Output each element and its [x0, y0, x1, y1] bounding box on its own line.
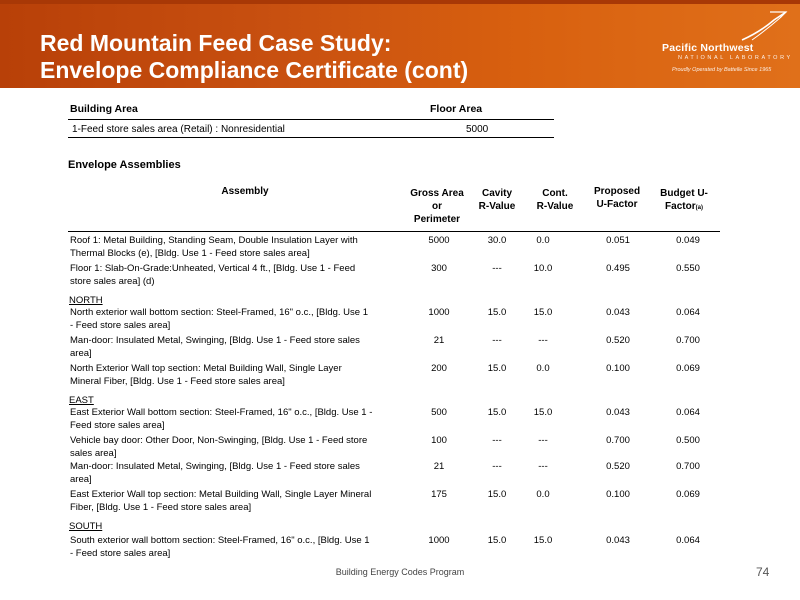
- cont-r-value: ---: [538, 435, 548, 446]
- footer-text: Building Energy Codes Program: [335, 567, 465, 577]
- cavity-r-value: 15.0: [487, 407, 507, 418]
- cavity-r-value: ---: [492, 335, 502, 346]
- gross-area-value: 500: [431, 407, 447, 418]
- budget-u-value: 0.069: [676, 363, 700, 374]
- group-label-south: SOUTH: [69, 521, 103, 532]
- building-area-col-label: Building Area: [70, 103, 138, 115]
- col-proposed-u: Proposed U-Factor: [593, 186, 641, 210]
- building-area-header: [68, 100, 554, 120]
- budget-u-value: 0.550: [676, 263, 700, 274]
- gross-area-value: 21: [433, 335, 445, 346]
- assembly-description: Man-door: Insulated Metal, Swinging, [Bldg. Use 1 - Feed store sales area]: [70, 335, 360, 359]
- col-assembly: Assembly: [221, 186, 269, 197]
- cavity-r-value: 15.0: [487, 489, 507, 500]
- gross-area-value: 300: [431, 263, 447, 274]
- page-number: 74: [756, 565, 770, 579]
- cavity-r-value: 15.0: [487, 307, 507, 318]
- proposed-u-value: 0.495: [606, 263, 630, 274]
- cont-r-value: ---: [538, 461, 548, 472]
- proposed-u-value: 0.100: [606, 363, 630, 374]
- assembly-description: East Exterior Wall bottom section: Steel-Framed, 16" o.c., [Bldg. Use 1 - Feed store sales area]: [70, 407, 373, 431]
- cavity-r-value: ---: [492, 263, 502, 274]
- gross-area-value: 1000: [428, 307, 450, 318]
- logo-name: Pacific Northwest: [662, 42, 754, 54]
- budget-u-value: 0.049: [676, 235, 700, 246]
- gross-area-value: 175: [431, 489, 447, 500]
- cont-r-value: ---: [538, 335, 548, 346]
- proposed-u-value: 0.043: [606, 535, 630, 546]
- proposed-u-value: 0.520: [606, 335, 630, 346]
- proposed-u-value: 0.700: [606, 435, 630, 446]
- cont-r-value: 0.0: [536, 235, 550, 246]
- assembly-description: North Exterior Wall top section: Metal Building Wall, Single Layer Mineral Fiber, [Bldg. Use 1 - Feed store sales area]: [70, 363, 342, 387]
- building-area-row: [68, 121, 554, 138]
- assembly-description: Man-door: Insulated Metal, Swinging, [Bldg. Use 1 - Feed store sales area]: [70, 461, 360, 485]
- group-label-north: NORTH: [69, 295, 103, 306]
- title-line-1: Red Mountain Feed Case Study:: [40, 30, 392, 56]
- budget-u-value: 0.700: [676, 461, 700, 472]
- cont-r-value: 15.0: [533, 407, 553, 418]
- assembly-description: East Exterior Wall top section: Metal Building Wall, Single Layer Mineral Fiber, [Bldg. Use 1 - Feed store sales area]: [70, 489, 372, 513]
- proposed-u-value: 0.043: [606, 307, 630, 318]
- cavity-r-value: 15.0: [487, 535, 507, 546]
- building-floor-area: 5000: [466, 124, 489, 135]
- budget-u-value: 0.064: [676, 307, 700, 318]
- header-rule: [68, 231, 720, 232]
- cont-r-value: 0.0: [536, 363, 550, 374]
- logo-subtitle: NATIONAL LABORATORY: [678, 55, 793, 61]
- cont-r-value: 15.0: [533, 307, 553, 318]
- col-cavity-r: Cavity R-Value: [478, 188, 516, 212]
- budget-u-value: 0.069: [676, 489, 700, 500]
- gross-area-value: 21: [433, 461, 445, 472]
- gross-area-value: 1000: [428, 535, 450, 546]
- cont-r-value: 15.0: [533, 535, 553, 546]
- floor-area-col-label: Floor Area: [430, 103, 483, 115]
- assembly-description: Roof 1: Metal Building, Standing Seam, Double Insulation Layer with Thermal Blocks (e), [Bldg. Use 1 - Feed store sales area]: [70, 235, 358, 259]
- gross-area-value: 100: [431, 435, 447, 446]
- budget-u-value: 0.500: [676, 435, 700, 446]
- assembly-description: South exterior wall bottom section: Steel-Framed, 16" o.c., [Bldg. Use 1 - Feed store sales area]: [70, 535, 370, 559]
- building-area-name: 1-Feed store sales area (Retail) : Nonresidential: [72, 124, 285, 135]
- logo-tagline: Proudly Operated by Battelle Since 1965: [672, 67, 772, 73]
- cavity-r-value: ---: [492, 461, 502, 472]
- cont-r-value: 10.0: [533, 263, 553, 274]
- gross-area-value: 5000: [428, 235, 450, 246]
- assembly-description: Vehicle bay door: Other Door, Non-Swinging, [Bldg. Use 1 - Feed store sales area]: [70, 435, 368, 459]
- col-cont-r: Cont. R-Value: [536, 188, 574, 212]
- budget-u-value: 0.064: [676, 407, 700, 418]
- cont-r-value: 0.0: [536, 489, 550, 500]
- col-gross-area: Gross Area or Perimeter: [410, 188, 464, 225]
- gross-area-value: 200: [431, 363, 447, 374]
- proposed-u-value: 0.051: [606, 235, 630, 246]
- budget-u-value: 0.700: [676, 335, 700, 346]
- cavity-r-value: 30.0: [487, 235, 507, 246]
- budget-u-value: 0.064: [676, 535, 700, 546]
- title-line-2: Envelope Compliance Certificate (cont): [40, 57, 469, 83]
- group-label-east: EAST: [69, 395, 94, 406]
- proposed-u-value: 0.520: [606, 461, 630, 472]
- assembly-description: North exterior wall bottom section: Steel-Framed, 16" o.c., [Bldg. Use 1 - Feed store sales area]: [70, 307, 368, 331]
- assembly-description: Floor 1: Slab-On-Grade:Unheated, Vertical 4 ft., [Bldg. Use 1 - Feed store sales area] (d): [70, 263, 356, 287]
- cavity-r-value: 15.0: [487, 363, 507, 374]
- proposed-u-value: 0.043: [606, 407, 630, 418]
- proposed-u-value: 0.100: [606, 489, 630, 500]
- cavity-r-value: ---: [492, 435, 502, 446]
- col-budget-u: Budget U- Factor(a): [660, 188, 708, 212]
- envelope-section-title: Envelope Assemblies: [68, 159, 181, 171]
